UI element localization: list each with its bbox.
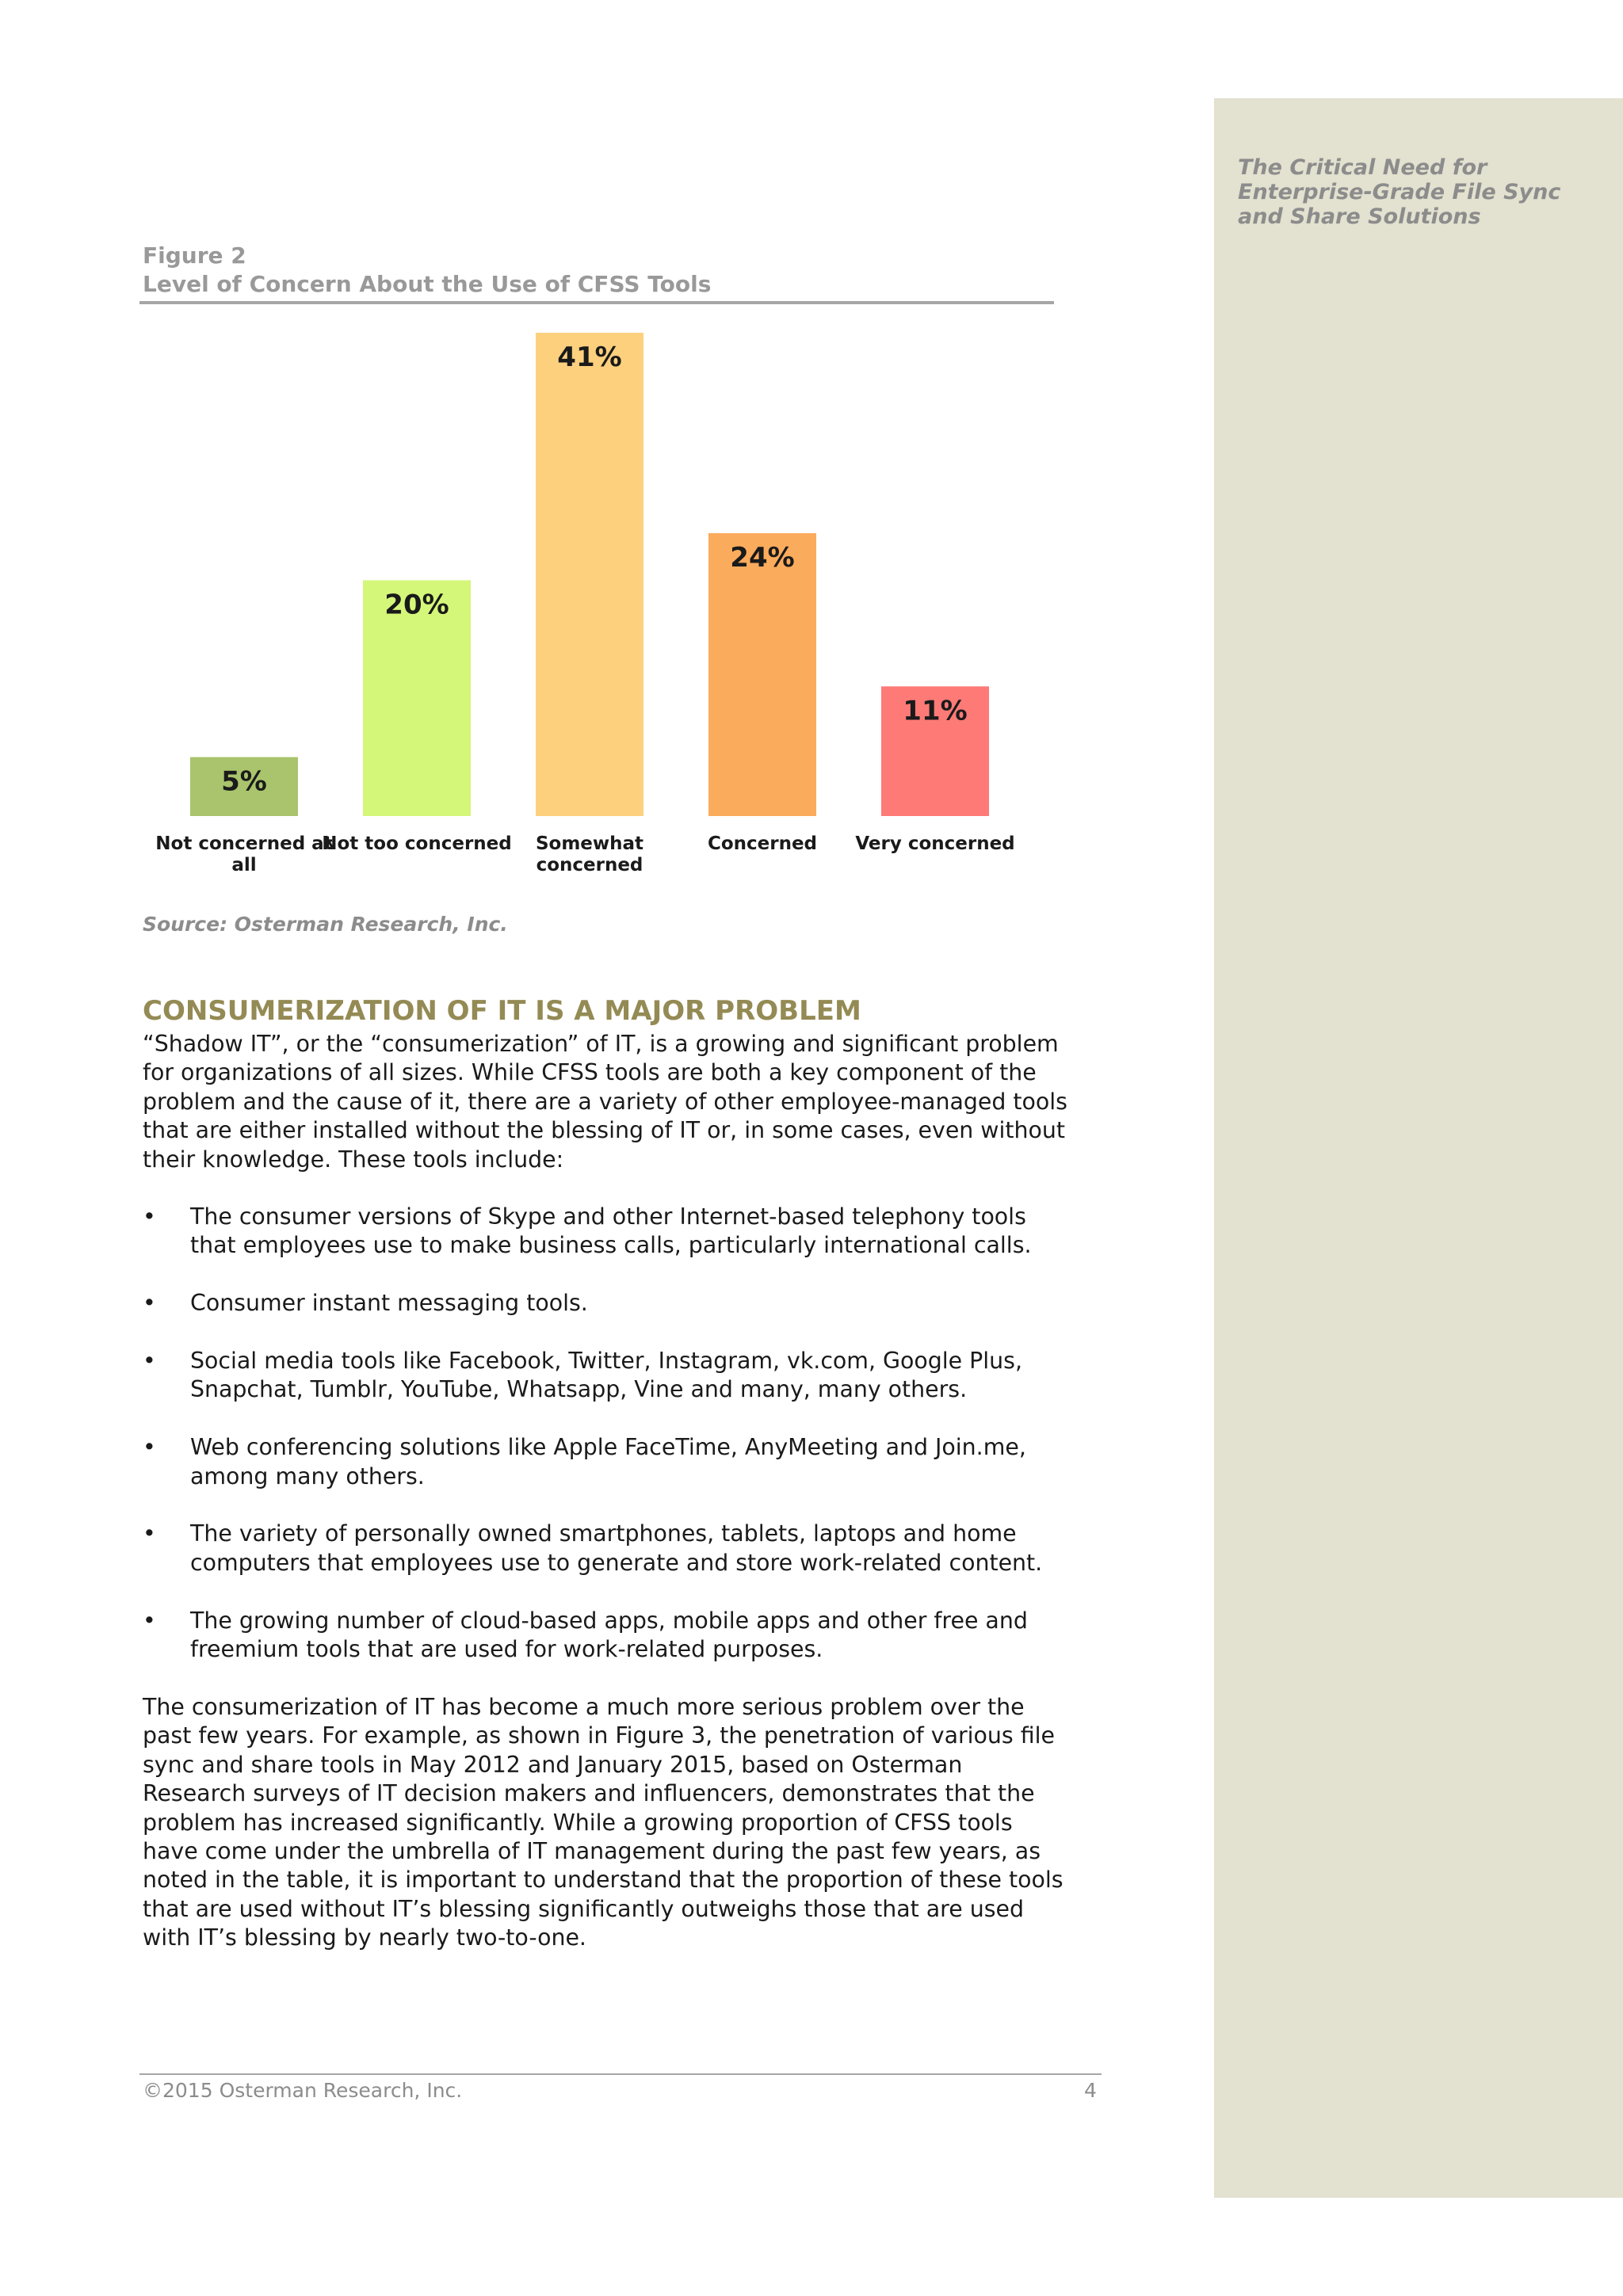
sidebar-title: The Critical Need for Enterprise-Grade File Sync and Share Solutions (1238, 155, 1561, 229)
bullet-icon: • (143, 1434, 156, 1461)
list-item-text: Social media tools like Facebook, Twitter, Instagram, vk.com, Google Plus, Snapchat, Tumblr, YouTube, Whatsapp, Vine and many, many others. (190, 1348, 1022, 1403)
category-label: Not too concerned (322, 833, 512, 854)
figure-title: Level of Concern About the Use of CFSS Tools (143, 271, 712, 297)
category-label: concerned (536, 855, 643, 875)
section-heading: CONSUMERIZATION OF IT IS A MAJOR PROBLEM (143, 995, 861, 1027)
bullet-icon: • (143, 1290, 156, 1317)
bullet-list (143, 1203, 1070, 1693)
list-item-text: The growing number of cloud-based apps, mobile apps and other free and freemium tools that are used for work-related purposes. (190, 1607, 1028, 1663)
bar-value-label: 24% (730, 541, 795, 574)
category-label: Somewhat (535, 833, 644, 854)
bar-4 (708, 533, 816, 816)
list-item (143, 1607, 1070, 1665)
intro-paragraph: “Shadow IT”, or the “consumerization” of IT, is a growing and significant problem for organizations of all sizes. While CFSS tools are both a key component of the problem and the cause of it, there are a variety of other employee-managed tools that are either installed without the blessing of IT or, in some cases, even without their knowledge. These tools include: (143, 1031, 1067, 1173)
figure-source: Source: Osterman Research, Inc. (143, 913, 508, 936)
bar-value-label: 41% (557, 341, 622, 373)
footer-divider (139, 2073, 1102, 2075)
figure-divider (139, 301, 1054, 304)
list-item-text: The variety of personally owned smartphones, tablets, laptops and home computers that employees use to generate and store work-related content. (190, 1520, 1043, 1576)
footer-copyright: ©2015 Osterman Research, Inc. (143, 2079, 463, 2102)
bar-value-label: 11% (903, 695, 968, 727)
category-label: Not concerned at (155, 833, 333, 854)
list-item-text: Web conferencing solutions like Apple FaceTime, AnyMeeting and Join.me, among many others. (190, 1434, 1026, 1489)
list-item (143, 1520, 1070, 1577)
bar-value-label: 20% (384, 589, 449, 621)
page-number: 4 (1084, 2079, 1097, 2102)
list-item (143, 1347, 1070, 1405)
category-label: Concerned (707, 833, 818, 854)
closing-paragraph: The consumerization of IT has become a much more serious problem over the past few years. For example, as shown in Figure 3, the penetration of various file sync and share tools in May 2012 and January 2015, based on Osterman Research surveys of IT decision makers and influencers, demonstrates that the problem has increased significantly. While a growing proportion of CFSS tools have come under the umbrella of IT management during the past few years, as noted in the table, it is important to understand that the proportion of these tools that are used without IT’s blessing significantly outweighs those that are used with IT’s blessing by nearly two-to-one. (143, 1694, 1064, 1951)
bar-3 (536, 333, 643, 816)
bullet-icon: • (143, 1348, 156, 1374)
bullet-icon: • (143, 1520, 156, 1547)
list-item (143, 1203, 1070, 1261)
figure-label: Figure 2 (143, 242, 246, 269)
category-label: Very concerned (855, 833, 1015, 854)
list-item (143, 1433, 1070, 1491)
list-item (143, 1289, 1070, 1318)
bar-chart (139, 317, 1059, 879)
list-item-text: The consumer versions of Skype and other Internet-based telephony tools that employees use to make business calls, particularly international calls. (190, 1203, 1032, 1259)
bullet-icon: • (143, 1203, 156, 1230)
list-item-text: Consumer instant messaging tools. (190, 1290, 588, 1317)
bar-value-label: 5% (221, 765, 267, 798)
category-label: all (231, 855, 257, 875)
bullet-icon: • (143, 1607, 156, 1634)
sidebar (1214, 98, 1623, 2198)
